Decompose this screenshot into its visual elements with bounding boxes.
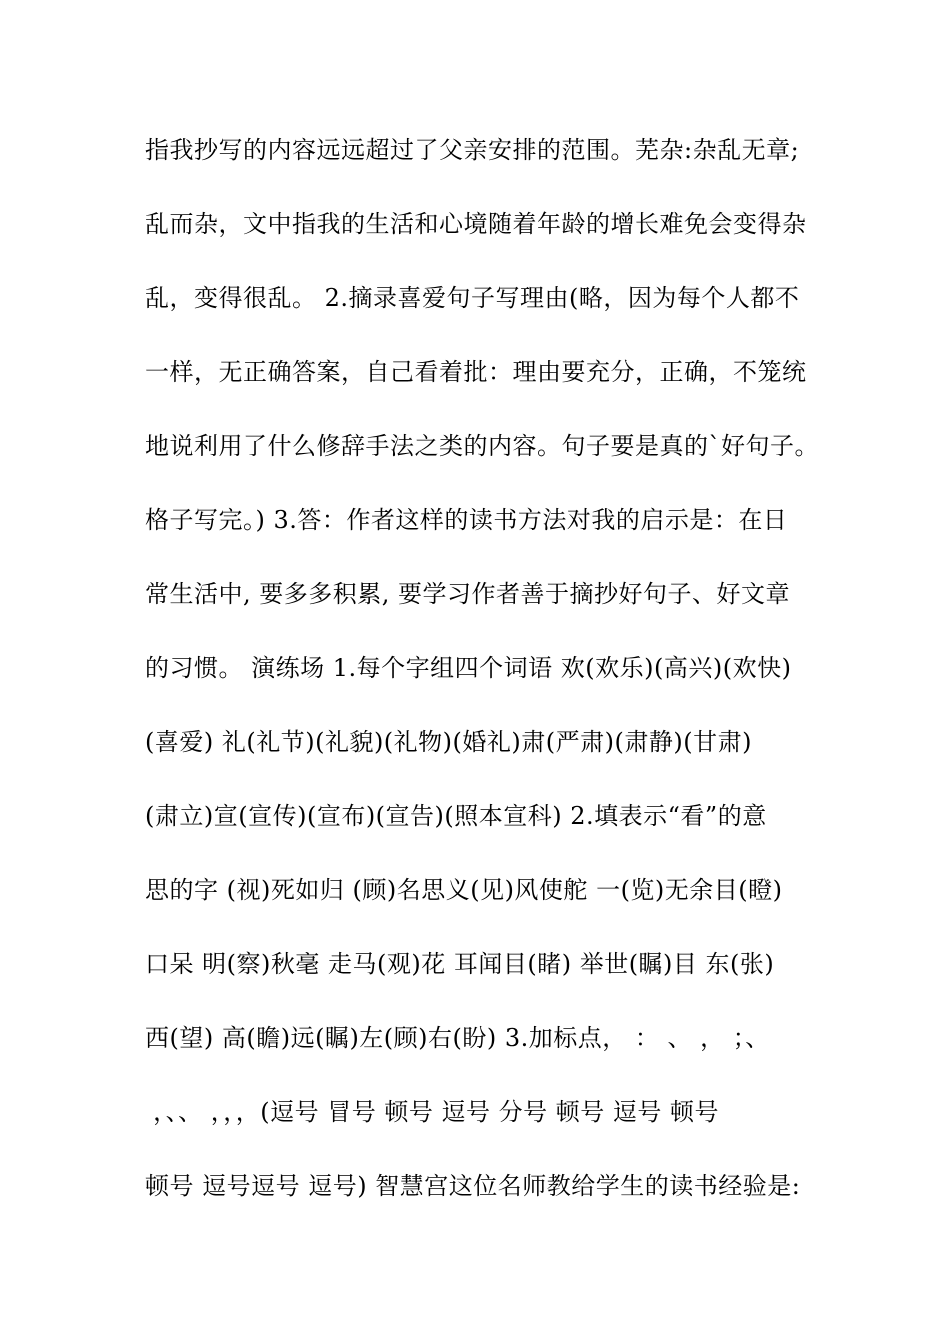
text-line-15: 顿号 逗号逗号 逗号) 智慧宫这位名师教给学生的读书经验是: <box>145 1172 801 1200</box>
text-line-12: 口呆 明(察)秋毫 走马(观)花 耳闻目(睹) 举世(瞩)目 东(张) <box>145 950 775 978</box>
text-line-5: 地说利用了什么修辞手法之类的内容。句子要是真的`好句子。 <box>145 432 819 460</box>
text-line-13: 西(望) 高(瞻)远(瞩)左(顾)右(盼) 3.加标点， ： 、 ， ；、 <box>145 1024 770 1052</box>
text-line-9: (喜爱) 礼(礼节)(礼貌)(礼物)(婚礼)肃(严肃)(肃静)(甘肃) <box>145 728 752 756</box>
text-line-4: 一样，无正确答案，自己看着批：理由要充分，正确，不笼统 <box>145 358 807 386</box>
text-line-10: (肃立)宣(宣传)(宣布)(宣告)(照本宣科) 2.填表示“看”的意 <box>145 802 767 830</box>
text-line-3: 乱，变得很乱。 2.摘录喜爱句子写理由(略，因为每个人都不 <box>145 284 800 312</box>
text-line-7: 常生活中, 要多多积累, 要学习作者善于摘抄好句子、好文章 <box>145 580 791 608</box>
text-line-2: 乱而杂，文中指我的生活和心境随着年龄的增长难免会变得杂 <box>145 210 807 238</box>
text-line-6: 格子写完。) 3.答：作者这样的读书方法对我的启示是：在日 <box>145 506 788 534</box>
text-line-14: ，、、 ，，，(逗号 冒号 顿号 逗号 分号 顿号 逗号 顿号 <box>145 1098 720 1126</box>
text-line-8: 的习惯。 演练场 1.每个字组四个词语 欢(欢乐)(高兴)(欢快) <box>145 654 792 682</box>
document-body <box>145 128 825 1238</box>
text-line-11: 思的字 (视)死如归 (顾)名思义(见)风使舵 一(览)无余目(瞪) <box>145 876 783 904</box>
text-line-1: 指我抄写的内容远远超过了父亲安排的范围。芜杂:杂乱无章; <box>145 136 800 164</box>
